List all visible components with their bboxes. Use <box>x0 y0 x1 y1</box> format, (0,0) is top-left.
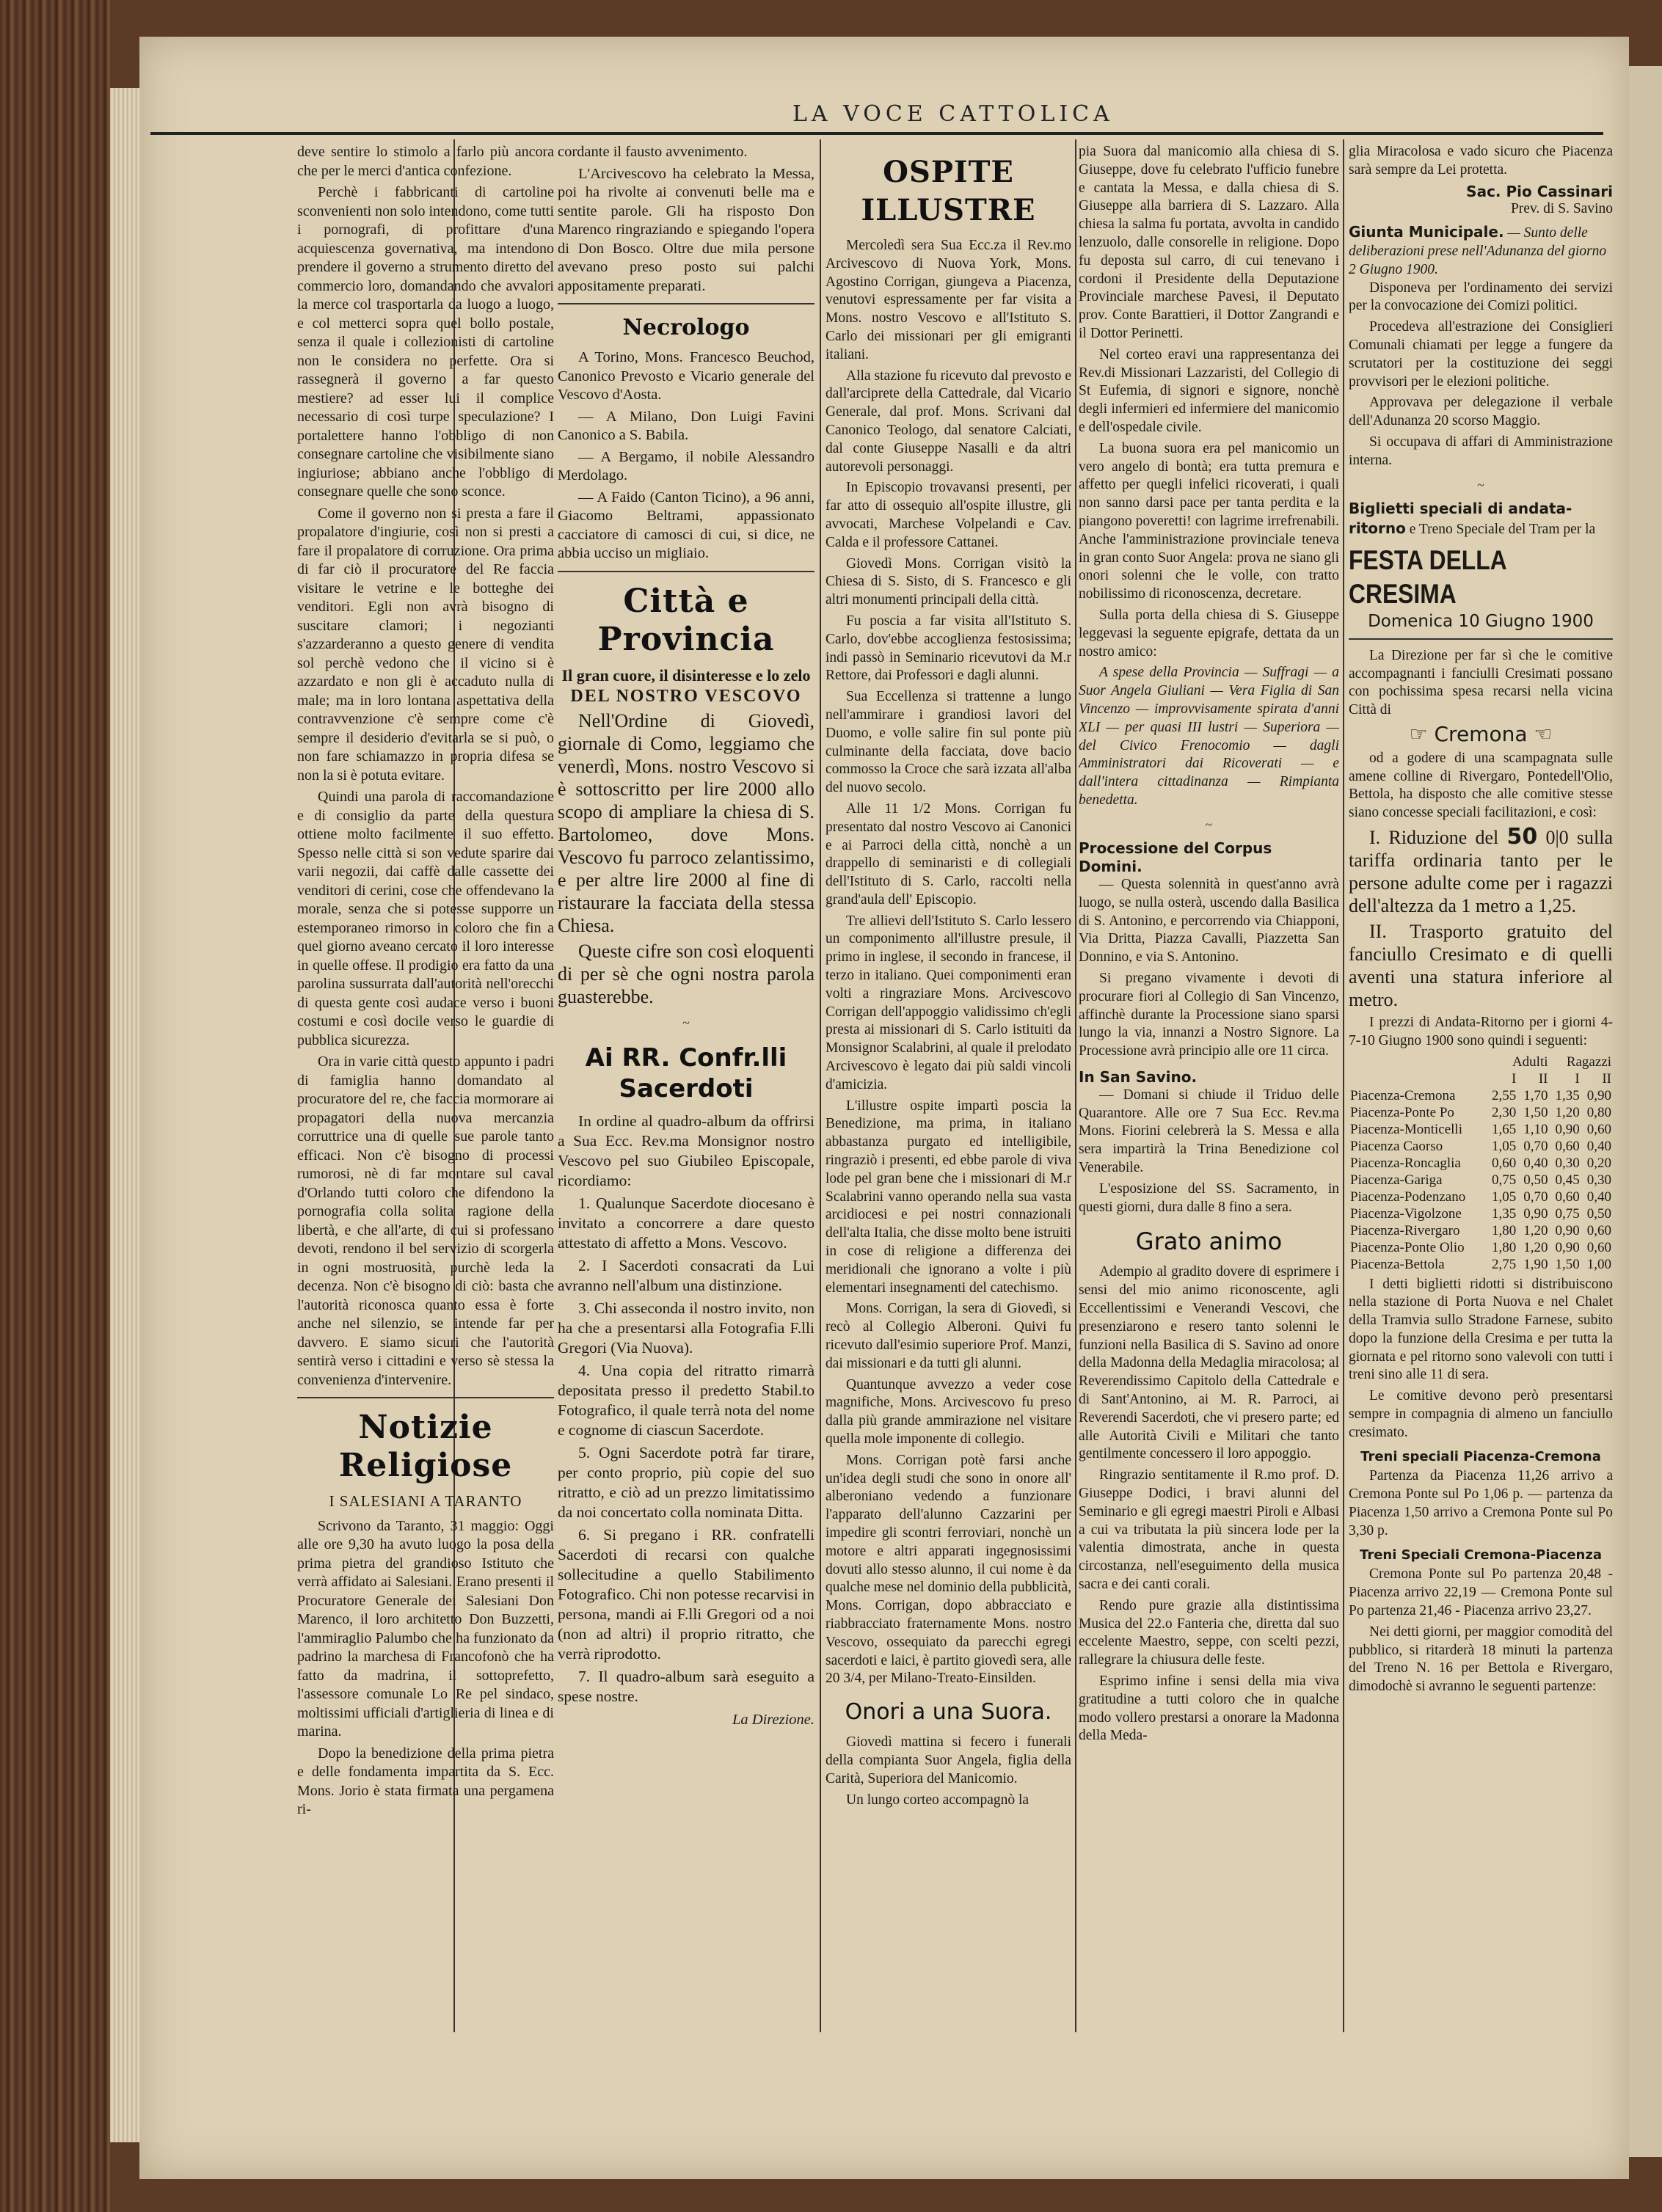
fare-price: 0,90 <box>1523 1205 1548 1222</box>
article-paragraph: I. Riduzione del 50 0|0 sulla tariffa ordinaria tanto per le persone adulte come per i ragazzi dell'altezza da 1 metro a 1,25. <box>1349 823 1613 916</box>
fare-row <box>1349 1138 1613 1155</box>
article-paragraph: Le comitive devono però presentarsi sempre in compagnia di almeno un fanciullo cresimato. <box>1349 1388 1613 1440</box>
article-title: In San Savino. <box>1079 1068 1198 1087</box>
fare-price: 0,80 <box>1586 1104 1611 1120</box>
fare-price: 0,40 <box>1586 1138 1611 1154</box>
fare-header: Ragazzi <box>1566 1054 1611 1070</box>
fare-price: 0,60 <box>1492 1155 1517 1171</box>
festa-title: FESTA DELLA CRESIMA <box>1349 544 1506 609</box>
fare-row <box>1349 1172 1613 1189</box>
fare-route: Piacenza-Gariga <box>1350 1172 1443 1188</box>
fare-price: 1,05 <box>1492 1189 1517 1205</box>
article-paragraph: — Domani si chiude il Triduo delle Quarantore. Alle ore 7 Sua Ecc. Rev.ma Mons. Fiorini celebrerà la S. Messa e alla sera impartirà la Trina Benedizione col Venerabile. <box>1079 1087 1339 1176</box>
fare-price: 1,80 <box>1492 1239 1517 1255</box>
fare-price: 0,30 <box>1586 1172 1611 1188</box>
fare-price: 2,30 <box>1492 1104 1517 1120</box>
section-title-sacerdoti: Ai RR. Confr.lli Sacerdoti <box>585 1043 787 1103</box>
article-paragraph: Cremona Ponte sul Po partenza 20,48 - Piacenza arrivo 22,19 — Cremona Ponte sul Po partenza 21,46 - Piacenza arrivo 23,27. <box>1349 1566 1613 1619</box>
fare-route: Piacenza-Ponte Po <box>1350 1104 1454 1120</box>
fare-price: 0,40 <box>1523 1155 1548 1171</box>
article-paragraph: In ordine al quadro-album da offrirsi a Sua Ecc. Rev.ma Monsignor nostro Vescovo pel suo Giubileo Episcopale, ricordiamo: <box>558 1112 814 1189</box>
fare-class: II <box>1538 1070 1548 1087</box>
article-paragraph: Scrivono da Taranto, 31 maggio: Oggi alle ore 9,30 ha avuto luogo la posa della prima pietra del grandioso Istituto che verrà affidato ai Salesiani. Erano presenti il Procuratore Generale dei Salesiani Don Marenco, il loro architetto Don Buzzetti, l'ammiraglio Palumbo che ha funzionato da padrino la marchesa di Francofonò che ha fatto da madrina, il sottoprefetto, l'assessore comunale Lo Re pel sindaco, moltissimi ufficiali d'artiglieria di linea e di marina. <box>297 1517 554 1740</box>
book-binding <box>0 0 110 2212</box>
article-paragraph: II. Trasporto gratuito del fanciullo Cresimato e di quelli aventi una statura inferiore al metro. <box>1349 920 1613 1010</box>
fare-route: Piacenza-Podenzano <box>1350 1189 1466 1205</box>
fare-row <box>1349 1121 1613 1138</box>
fare-price: 0,90 <box>1555 1239 1580 1255</box>
fare-price: 1,20 <box>1555 1104 1580 1120</box>
article-paragraph: Nell'Ordine di Giovedì, giornale di Como, leggiamo che venerdì, Mons. nostro Vescovo si è sottoscritto per lire 2000 allo scopo di ampliare la chiesa di S. Bartolomeo, dove Mons. Vescovo fu parroco zelantissimo, e per altre lire 2000 al fine di ristaurare la facciata della stessa Chiesa. <box>558 709 814 936</box>
article-paragraph: Ringrazio sentitamente il R.mo prof. D. Giuseppe Dodici, i bravi alunni del Seminario e gli egregi maestri Piroli e Albasi a cui va tributata la più sincera lode per la valentia dimostrata, anche in questa circostanza, nell'eseguimento della musica sacra e dei canti corali. <box>1079 1467 1339 1592</box>
column-divider <box>820 139 821 2032</box>
article-paragraph: Si occupava di affari di Amministrazione interna. <box>1349 434 1613 468</box>
fare-price: 0,70 <box>1523 1189 1548 1205</box>
obituary-item: — A Faido (Canton Ticino), a 96 anni, Giacomo Beltrami, appassionato cacciatore di camosci di cui, si dice, ne abbia ucciso un migliaio. <box>558 489 814 561</box>
article-paragraph: Approvava per delegazione il verbale dell'Adunanza 20 scorso Maggio. <box>1349 395 1613 429</box>
fare-route: Piacenza-Ponte Olio <box>1350 1239 1465 1255</box>
article-paragraph: Mercoledì sera Sua Ecc.za il Rev.mo Arcivescovo di Nuova York, Mons. Agostino Corrigan, giungeva a Piacenza, venutovi espressamente per far visita a Mons. nostro Vescovo e all'Istituto S. Carlo dei missionari per gli emigranti italiani. <box>825 238 1071 362</box>
section-title-ospite: OSPITE ILLUSTRE <box>861 155 1036 227</box>
article-paragraph: Nei detti giorni, per maggior comodità del pubblico, si ritarderà 18 minuti la partenza del Treno N. 16 per Bettola e Rivergaro, dimodochè si avranno le seguenti partenze: <box>1349 1624 1613 1695</box>
fare-price: 0,50 <box>1586 1205 1611 1222</box>
article-paragraph: 4. Una copia del ritratto rimarrà depositata presso il predetto Stabil.to Fotografico, il quale terrà nota del nome e cognome di ciascun Sacerdote. <box>558 1362 814 1439</box>
article-paragraph: 1. Qualunque Sacerdote diocesano è invitato a concorrere a dare questo attestato di affetto a Mons. Vescovo. <box>558 1194 814 1252</box>
section-rule <box>297 1397 554 1398</box>
article-paragraph: Esprimo infine i sensi della mia viva gratitudine a tutti coloro che in qualche modo vollero prestarsi a onorare la Madonna della Meda- <box>1079 1673 1339 1744</box>
article-paragraph: L'illustre ospite impartì poscia la Benedizione, ma prima, in italiano abbastanza purgato ed intelligibile, ringraziò i presenti, ed ebbe parole di viva lode pel gran bene che i missionari di M.r Scalabrini vanno operando nella sua vasta arcidiocesi e pei nostri connazionali dell'alta Italia, che disse molto bene istruiti in cose di religione a differenza dei meridionali che ignorano a volte i più elementari insegnamenti del catechismo. <box>825 1098 1071 1296</box>
fare-price: 1,20 <box>1523 1222 1548 1238</box>
article-paragraph: Disponeva per l'ordinamento dei servizi per la convocazione dei Comizi politici. <box>1349 280 1613 314</box>
fare-price: 0,75 <box>1555 1205 1580 1222</box>
section-title-onori: Onori a una Suora. <box>845 1699 1052 1726</box>
fare-route: Piacenza-Vigolzone <box>1350 1205 1462 1222</box>
column-divider <box>1343 139 1344 2032</box>
article-title: Treni speciali Piacenza-Cremona <box>1360 1448 1601 1464</box>
fare-price: 0,60 <box>1586 1239 1611 1255</box>
article-paragraph: Quindi una parola di raccomandazione e di consiglio da parte della questura ottiene molto facilmente il suo effetto. Spesso nelle città si son vedute sparire dai varii negozii, dai caffè dalle cassette dei venditori di cerini, cose che offendevano la morale, senza che si potesse supporre un estemporaneo rimorso in coloro che fin a quel giorno aveano cercato il loro interesse in quelle offese. Il prodigio era fatto da una parolina sussurrata dall'autorità nell'orecchi di questa gente così audace verso i buoni costumi e così docile verso le guardie di pubblica sicurezza. <box>297 789 554 1048</box>
next-page-edge <box>1629 66 1662 2157</box>
article-paragraph: Mons. Corrigan potè farsi anche un'idea degli studi che sono in onore all' alberoniano vedendo a funzionare l'apparato dell'alunno Cazzarini per impedire gli scontri ferroviari, nonchè un motore e altri apparati ingegnosissimi dovuti allo stesso alunno, il cui nome è da qualche mese nel dominio della pubblicità, Mons. Corrigan, dopo abbracciato e riabbracciato fraternamente Mons. nostro Vescovo, ossequiato da parecchi egregi sacerdoti e laici, è partito giovedì sera, alle 20 3/4, per Milano-Treato-Einsilden. <box>825 1452 1071 1687</box>
fare-row <box>1349 1155 1613 1172</box>
article-paragraph: Come il governo non si presta a fare il propalatore d'ingiurie, così non si presti a fare il propalatore di corruzione. Ora prima di far ciò il procuratore del Re faccia visitare le vetrine e le botteghe dei venditori. Egli non avrà bisogno di suscitare clamori; i negozianti s'azzarderanno a questo genere di vendita sol perchè vedono che il vicino si è azzardato e non gli è accaduto nulla di male; ma in loro lontana aspettativa della contravvenzione c'è sempre come c'è sempre il desiderio d'evitarla se si può, o non fare schiamazzo in propria difesa se non la si è potuta evitare. <box>297 505 554 784</box>
header-rule <box>150 132 1603 135</box>
ornament: ~ <box>1205 817 1213 832</box>
article-subtitle: DEL NOSTRO VESCOVO <box>570 687 802 706</box>
ornament: ~ <box>682 1015 690 1030</box>
article-paragraph: La Direzione per far sì che le comitive accompagnanti i fanciulli Cresimati possano con pochissima spesa recarsi nella vicina Città di <box>1349 647 1613 718</box>
fare-route: Piacenza-Bettola <box>1350 1256 1445 1272</box>
fare-row <box>1349 1239 1613 1256</box>
article-paragraph: Partenza da Piacenza 11,26 arrivo a Cremona Ponte sul Po 1,06 p. — partenza da Piacenza 1,50 arrivo a Cremona Ponte sul Po 3,30 p. <box>1349 1468 1613 1538</box>
fare-price: 1,90 <box>1523 1256 1548 1272</box>
discount-figure: 50 <box>1506 823 1538 850</box>
fare-price: 0,90 <box>1555 1222 1580 1238</box>
masthead: LA VOCE CATTOLICA <box>792 101 1114 127</box>
article-paragraph: L'Arcivescovo ha celebrato la Messa, poi ha rivolte ai convenuti belle ma e sentite parole. Gli ha risposto Don Marenco ringraziando e spiegando l'opera di Don Bosco. Oltre due mila persone avevano preso posto sui palchi appositamente preparati. <box>558 165 814 294</box>
fare-price: 0,90 <box>1555 1121 1580 1137</box>
fare-price: 0,40 <box>1586 1189 1611 1205</box>
article-paragraph: cordante il fausto avvenimento. <box>558 144 748 160</box>
fare-price: 0,75 <box>1492 1172 1517 1188</box>
fare-route: Piacenza-Cremona <box>1350 1087 1456 1103</box>
column-2 <box>558 143 814 2021</box>
fare-price: 0,60 <box>1555 1138 1580 1154</box>
article-paragraph: Procedeva all'estrazione dei Consiglieri Comunali chiamati per legge a fungere da scrutatori per la costituzione dei seggi provvisori per le elezioni politiche. <box>1349 319 1613 390</box>
fare-price: 1,50 <box>1523 1104 1548 1120</box>
article-paragraph: Un lungo corteo accompagnò la <box>846 1792 1029 1808</box>
signature-title: Prev. di S. Savino <box>1510 201 1613 217</box>
article-paragraph: Tre allievi dell'Istituto S. Carlo lessero un componimento all'illustre presule, il primo in inglese, il secondo in francese, il terzo in italiano. Quei componimenti eran volti a ringraziare Mons. Arcivescovo Corrigan dell'appoggio validissimo ch'egli presta ai missionari di S. Carlo istituiti da Monsignor Scalabrini, al quale il prelodato Arcivescovo è legato dai più saldi vincoli d'amicizia. <box>825 913 1071 1092</box>
article-paragraph: glia Miracolosa e vado sicuro che Piacenza sarà sempre da Lei protetta. <box>1349 144 1613 178</box>
article-paragraph: Queste cifre son così eloquenti di per sè che ogni nostra parola guasterebbe. <box>558 940 814 1007</box>
obituary-item: — A Bergamo, il nobile Alessandro Merdolago. <box>558 448 814 483</box>
epigraph: A spese della Provincia — Suffragi — a Suor Angela Giuliani — Vera Figlia di San Vincenzo — improvvisamente spirata d'anni XLI — per quasi III lustri — Superiora — del Civico Frenocomio — dagli Amministratori dai Ricoverati — e dall'intera cittadinanza — Rimpianta benedetta. <box>1079 665 1339 808</box>
section-rule <box>558 571 814 572</box>
fare-price: 0,70 <box>1523 1138 1548 1154</box>
article-title: Processione del Corpus Domini. <box>1079 839 1272 876</box>
article-title: Treni Speciali Cremona-Piacenza <box>1360 1547 1602 1563</box>
fare-price: 0,30 <box>1555 1155 1580 1171</box>
fare-price: 0,60 <box>1555 1189 1580 1205</box>
signature: La Direzione. <box>732 1712 814 1728</box>
section-title-necrologo: Necrologo <box>622 315 750 340</box>
article-paragraph: Fu poscia a far visita all'Istituto S. Carlo, dov'ebbe accoglienza festosissima; indi passò in Seminario ricevutovi da M.r Rettore, dai Professori e dagli alunni. <box>825 613 1071 684</box>
section-title-citta: Città e Provincia <box>597 582 775 658</box>
article-paragraph: In Episcopio trovavansi presenti, per far atto di ossequio all'ospite illustre, gli avvocati, Marchese Volpelandi e Cav. Calda e il professore Cattanei. <box>825 480 1071 550</box>
fare-route: Piacenza-Monticelli <box>1350 1121 1462 1137</box>
fare-row <box>1349 1205 1613 1222</box>
article-paragraph: 6. Si pregano i RR. confratelli Sacerdoti di recarsi con qualche sollecitudine a quello Stabilimento Fotografico. Chi non potesse recarvisi in persona, mandi ai F.lli Gregori od a noi (non ad altri) il proprio ritratto, che verrà riprodotto. <box>558 1526 814 1662</box>
article-lead: e Treno Speciale del Tram per la <box>1409 522 1596 538</box>
fare-price: 0,60 <box>1586 1121 1611 1137</box>
obituary-item: A Torino, Mons. Francesco Beuchod, Canonico Prevosto e Vicario generale del Vescovo d'Aosta. <box>558 349 814 403</box>
article-paragraph: I detti biglietti ridotti si distribuiscono nella stazione di Porta Nuova e nel Chalet della Tramvia sullo Stradone Farnese, subito dopo la funzione della Cresima e per tutta la giornata e pel ritorno sono valevoli con tutti i treni sino alle 11 di sera. <box>1349 1276 1613 1383</box>
article-paragraph: L'esposizione del SS. Sacramento, in questi giorni, dura dalle 8 fino a sera. <box>1079 1180 1339 1215</box>
fare-price: 1,00 <box>1586 1256 1611 1272</box>
article-paragraph: 5. Ogni Sacerdote potrà far tirare, per conto proprio, più copie del suo ritratto, e ciò ad un prezzo limitatissimo da noi concertato colla nominata Ditta. <box>558 1444 814 1521</box>
fare-row <box>1349 1256 1613 1273</box>
fare-price: 0,20 <box>1586 1155 1611 1171</box>
section-rule <box>558 303 814 304</box>
section-rule <box>1349 638 1613 640</box>
article-paragraph: Rendo pure grazie alla distintissima Musica del 22.o Fanteria che, diretta dal suo eccelente Maestro, seppe, con scelti pezzi, rallegrare la chiusura delle feste. <box>1079 1597 1339 1668</box>
column-4 <box>1079 143 1339 2021</box>
article-paragraph: Ora in varie città questo appunto i padri di famiglia hanno domandato al procuratore del re, che faccia mormorare ai propagatori della nuova mercanzia corruttrice una di quelle sue parole tanto efficaci. Non c'è bisogno di processi rumorosi, nè di far montare sul caval d'Orlando tutti coloro che difendono la pornografia colla solita ragione della libertà, e che all'arte, di cui si professano devoti, rendono il bel servizio di scorgerla in ogni mostruosità, purchè leda la decenza. Non c'è bisogno di ciò: basta che l'autorità riconosca quanto essa è forte anche nel silenzio, se intende far per davvero. E siamo sicuri che l'autorità sentirà verso i cittadini e verso sè stessa la convenienza d'intervenire. <box>297 1054 554 1388</box>
page-stack-edge <box>110 88 139 2142</box>
article-title: I SALESIANI A TARANTO <box>329 1492 522 1510</box>
ornament: ~ <box>1477 477 1484 492</box>
article-paragraph: 7. Il quadro-album sarà eseguito a spese nostre. <box>558 1668 814 1705</box>
article-paragraph: — Questa solennità in quest'anno avrà luogo, se nulla osterà, uscendo dalla Basilica di S. Antonino, e percorrendo via Chiapponi, Via Dritta, Piazza Cavalli, Piazzetta San Donnino, e via S. Antonino. <box>1079 877 1339 966</box>
fare-price: 1,80 <box>1492 1222 1517 1238</box>
article-paragraph: Perchè i fabbricanti di cartoline sconvenienti non solo intendono, come tutti i pornografi, di profittare d'una acquiescenza governativa, ma intendono prendere il governo a strumento diretto del commercio loro, domandando che avvalori la merce col trasportarla da luogo a luogo, e col metterci sopra quel bollo postale, senza il quale i collezionisti di cartoline non le considera no perfette. Ora si rassegnerà il governo a far questo mestiere? ad esser lui il complice necessario di così turpe speculazione? I portalettere hanno l'obbligo di non consegnare cartoline che visibilmente siano ingiuriose; abbiano anche l'obbligo di consegnare quelle che sono sconce. <box>297 184 554 500</box>
fare-header: Adulti <box>1512 1054 1548 1070</box>
fare-price: 2,75 <box>1492 1256 1517 1272</box>
fare-price: 1,35 <box>1555 1087 1580 1103</box>
fare-price: 1,05 <box>1492 1138 1517 1154</box>
fare-row <box>1349 1087 1613 1104</box>
article-title: Giunta Municipale. <box>1349 223 1504 241</box>
fare-price: 1,20 <box>1523 1239 1548 1255</box>
fare-row <box>1349 1222 1613 1239</box>
fare-table <box>1349 1054 1613 1273</box>
article-paragraph: I prezzi di Andata-Ritorno per i giorni 4-7-10 Giugno 1900 sono quindi i seguenti: <box>1349 1014 1613 1048</box>
obituary-item: — A Milano, Don Luigi Favini Canonico a S. Babila. <box>558 408 814 443</box>
article-paragraph: deve sentire lo stimolo a farlo più ancora che per le merci d'antica confezione. <box>297 144 554 179</box>
section-title-notizie: Notizie Religiose <box>338 1409 513 1484</box>
festa-date: Domenica 10 Giugno 1900 <box>1368 611 1594 631</box>
article-paragraph: Adempio al gradito dovere di esprimere i sensi del mio animo riconoscente, agli Eccellentissimi e Venerandi Vescovi, che presenziarono e resero tanto solenni le funzioni nella Basilica di S. Savino ad onore della Madonna della Medaglia miracolosa; al Reverendissimo Capitolo della Cattedrale e di Sant'Antonino, ai M. R. Parroci, ai Reverendi Sacerdoti, che vi presero parte; ed alle Autorità Civili e Militari che tanto gentilmente concessero il loro appoggio. <box>1079 1264 1339 1462</box>
article-paragraph: Alla stazione fu ricevuto dal prevosto e dall'arciprete della Cattedrale, dal Vicario Generale, dal prof. Mons. Scrivani dal Canonico Teologo, dal senatore Calciati, dal conte Giuseppe Nasalli e da altri autorevoli personaggi. <box>825 368 1071 475</box>
fare-price: 0,90 <box>1586 1087 1611 1103</box>
article-paragraph: Si pregano vivamente i devoti di procurare fiori al Collegio di San Vincenzo, affinchè durante la Processione siano sparsi lungo la via, innanzi a Nostro Signore. La Processione avrà principio alle ore 11 circa. <box>1079 971 1339 1059</box>
article-paragraph: Giovedì Mons. Corrigan visitò la Chiesa di S. Sisto, di S. Francesco e gli altri monumenti principali della città. <box>825 555 1071 608</box>
article-paragraph: La buona suora era pel manicomio un vero angelo di bontà; era tutta premura e affetto per quegli infelici ricoverati, i quali non sanno darsi pace per tanta perdita e la piangono poveretti! con lagrime irrefrenabili. Anche l'amministrazione provinciale teneva in gran conto Suor Angela: prova ne siano gli onori solenni che le volle, con tratto nobilissimo di riconoscenza, decretare. <box>1079 440 1339 602</box>
fare-class: II <box>1602 1070 1611 1087</box>
article-paragraph: Giovedì mattina si fecero i funerali della compianta Suor Angela, figlia della Carità, Superiora del Manicomio. <box>825 1734 1071 1786</box>
article-paragraph: od a godere di una scampagnata sulle amene colline di Rivergaro, Pontedell'Olio, Bettola, ha disposto che alle comitive stesse siano concesse speciali facilitazioni, e così: <box>1349 750 1613 821</box>
article-paragraph: Sua Eccellenza si trattenne a lungo nell'ammirare i grandiosi lavori del Duomo, e volle salire fin sul ponte più culminante della facciata, dove bacio commosso la Croce che sarà izzata all'alba del nuovo secolo. <box>825 689 1071 796</box>
fare-price: 1,50 <box>1555 1256 1580 1272</box>
article-paragraph: Dopo la benedizione della prima pietra e delle fondamenta impartita da S. Ecc. Mons. Jorio è stata firmata una pergamena ri- <box>297 1745 554 1817</box>
fare-row <box>1349 1189 1613 1205</box>
fare-price: 0,50 <box>1523 1172 1548 1188</box>
cremona-heading: ☞ Cremona ☜ <box>1409 721 1553 746</box>
article-paragraph: pia Suora dal manicomio alla chiesa di S. Giuseppe, dove fu celebrato l'ufficio funebre e cantata la Messa, e dalla chiesa di S. Giuseppe alla barriera di S. Lazzaro. Alla chiesa la salma fu portata, avvolta in candido lenzuolo, dalle consorelle in religione. Dopo fu deposta sul carro, di cui tenevano i cordoni il Presidente della Deputazione Provinciale marchese Pavesi, il Deputato prov. Conte Barattieri, il Dottor Zangrandi e il Dottor Perinetti. <box>1079 144 1339 341</box>
fare-route: Piacenza-Roncaglia <box>1350 1155 1461 1171</box>
column-1 <box>297 143 554 2021</box>
fare-class: I <box>1575 1070 1580 1087</box>
signature: Sac. Pio Cassinari <box>1466 182 1613 200</box>
column-3 <box>825 143 1071 2021</box>
fare-price: 2,55 <box>1492 1087 1517 1103</box>
article-lead: — Sunto delle deliberazioni prese nell'Adunanza del giorno 2 Giugno 1900. <box>1349 225 1607 277</box>
fare-price: 1,10 <box>1523 1121 1548 1137</box>
fare-price: 0,45 <box>1555 1172 1580 1188</box>
article-paragraph: Sulla porta della chiesa di S. Giuseppe leggevasi la seguente epigrafe, dettata da un nostro amico: <box>1079 607 1339 660</box>
article-paragraph: 2. I Sacerdoti consacrati da Lui avranno nell'album una distinzione. <box>558 1257 814 1294</box>
article-paragraph: Alle 11 1/2 Mons. Corrigan fu presentato dal nostro Vescovo ai Canonici e ai Parroci della città, nonchè a un drappello di seminaristi e di collegiali dell'Istituto di S. Carlo, raccolti nella grand'aula dell' Episcopio. <box>825 800 1071 908</box>
fare-price: 1,35 <box>1492 1205 1517 1222</box>
fare-row <box>1349 1104 1613 1121</box>
section-title-grato: Grato animo <box>1135 1227 1283 1256</box>
fare-class: I <box>1511 1070 1517 1087</box>
column-5 <box>1349 143 1613 2021</box>
fare-price: 1,70 <box>1523 1087 1548 1103</box>
fare-route: Piacenza Caorso <box>1350 1138 1443 1154</box>
article-paragraph: Mons. Corrigan, la sera di Giovedì, si recò al Collegio Alberoni. Quivi fu ricevuto dall'esimio superiore Prof. Manzi, dai missionari e da tutti gli alunni. <box>825 1301 1071 1371</box>
article-title: Biglietti speciali di andata-ritorno <box>1349 500 1572 538</box>
pointing-hand-icon: ☞ <box>1409 721 1435 746</box>
column-divider <box>1075 139 1076 2032</box>
fare-route: Piacenza-Rivergaro <box>1350 1222 1460 1238</box>
article-paragraph: 3. Chi asseconda il nostro invito, non ha che a presentarsi alla Fotografia F.lli Gregori (Via Nuova). <box>558 1299 814 1357</box>
article-subtitle: Il gran cuore, il disinteresse e lo zelo <box>561 665 811 685</box>
article-paragraph: Quantunque avvezzo a veder cose magnifiche, Mons. Arcivescovo fu preso dalla più grande ammirazione nel visitare quella mole imponente di collegio. <box>825 1376 1071 1447</box>
fare-price: 0,60 <box>1586 1222 1611 1238</box>
fare-price: 1,65 <box>1492 1121 1517 1137</box>
article-paragraph: Nel corteo eravi una rappresentanza dei Rev.di Missionari Lazzaristi, del Collegio di St Eufemia, di signori e signore, nonchè degli infermieri ed infermiere del manicomio e dell'ospedale civile. <box>1079 346 1339 435</box>
pointing-hand-icon: ☜ <box>1527 721 1553 746</box>
